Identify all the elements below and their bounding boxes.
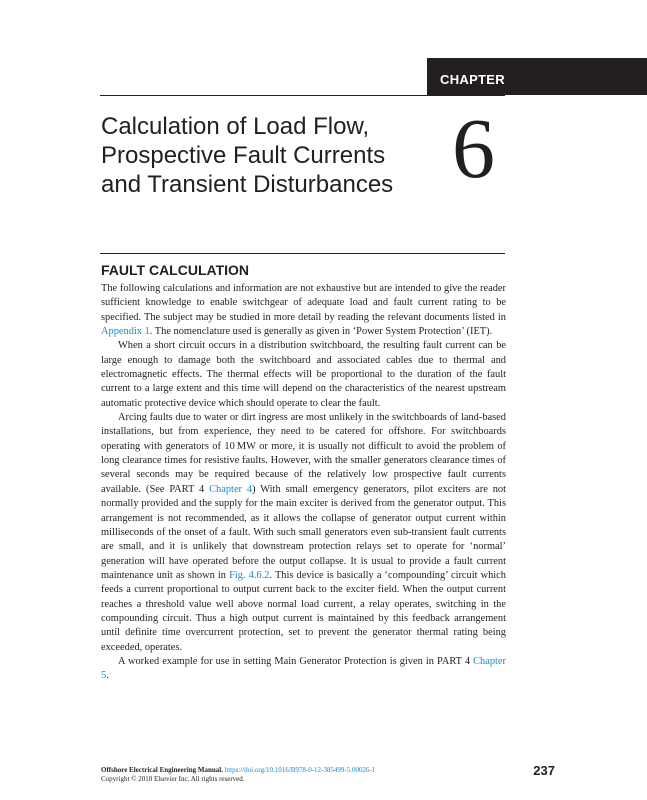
footer-citation <box>101 766 481 784</box>
section-heading: FAULT CALCULATION <box>101 262 250 278</box>
paragraph-3-text-a: Arcing faults due to water or dirt ingress are most unlikely in the switchboards of land-based installations, but from experience, they need to be catered for offshore. For switchboards operating with generators of 10 MW or more, it is usually not difficult to avoid the problem of long clearance times for resistive faults. However, with the smaller generators clearance times of several seconds may be required because of the relatively low prospective fault currents available. (See PART 4 <box>101 412 506 495</box>
chapter-5-link[interactable]: Chapter 5 <box>101 655 506 682</box>
title-rule <box>100 253 505 254</box>
copyright-notice: Copyright © 2018 Elsevier Inc. All rights reserved. <box>101 775 245 783</box>
paragraph-2: When a short circuit occurs in a distribution switchboard, the resulting fault current can be large enough to damage both the switchboard and associated cables due to thermal and electromagnetic effects. The thermal effects will be proportional to the duration of the fault current to a large extent and this time will depend on the characteristics of the nearest upstream automatic protective device which should operate to clear the fault. <box>101 340 506 409</box>
paragraph-4-text-b: . <box>106 670 109 682</box>
header-rule <box>100 95 505 96</box>
paragraph-1-text-a: The following calculations and information are not exhaustive but are intended to give the reader sufficient knowledge to enable switchgear of adequate load and fault current rating to be specified. The subject may be studied in more detail by reading the relevant documents listed in <box>101 283 506 323</box>
chapter-label-bar <box>427 58 647 95</box>
paragraph-3 <box>101 411 506 655</box>
body-text <box>101 282 506 684</box>
chapter-label: CHAPTER <box>440 72 505 87</box>
manual-name: Offshore Electrical Engineering Manual. <box>101 766 223 774</box>
paragraph-1 <box>101 282 506 339</box>
paragraph-4-text-a: A worked example for use in setting Main Generator Protection is given in PART 4 <box>118 655 474 667</box>
paragraph-4 <box>101 655 506 684</box>
figure-4-6-2-link[interactable]: Fig. 4.6.2 <box>229 569 270 581</box>
paragraph-1-text-b: . The nomenclature used is generally as given in ‘Power System Protection’ (IET). <box>149 326 493 338</box>
footer-line-1 <box>101 766 481 775</box>
chapter-title: Calculation of Load Flow, Prospective Fault Currents and Transient Disturbances <box>101 113 394 198</box>
doi-link[interactable]: https://doi.org/10.1016/B978-0-12-385499-5.00026-1 <box>224 766 376 774</box>
paragraph-3-text-b: ) With small emergency generators, pilot exciters are not normally provided and the supply for the main exciter is derived from the generator output. This arrangement is not recommended, as it allows the collapse of generator output current within milliseconds of the onset of a fault. With such small generators even sub-transient fault currents are small, and it is unlikely that downstream protection relays set to operate for ‘normal’ generation will have operated before the output collapse. It is usual to provide a fault current maintenance unit as shown in <box>101 483 506 581</box>
page-number: 237 <box>533 763 555 778</box>
paragraph-3-text-c: . This device is basically a ‘compounding’ circuit which feeds a current proportional to output current back to the exciter field. When the output current reaches a threshold value well above normal load current, a relay operates, switching in the compounding circuit. Thus a high output current is maintained by this feedback arrangement until definite time overcurrent protection, set to prevent the generator thermal rating being exceeded, operates. <box>101 569 506 653</box>
appendix-1-link[interactable]: Appendix 1 <box>101 326 150 338</box>
chapter-number: 6 <box>452 100 495 196</box>
chapter-4-link[interactable]: Chapter 4 <box>209 483 253 495</box>
